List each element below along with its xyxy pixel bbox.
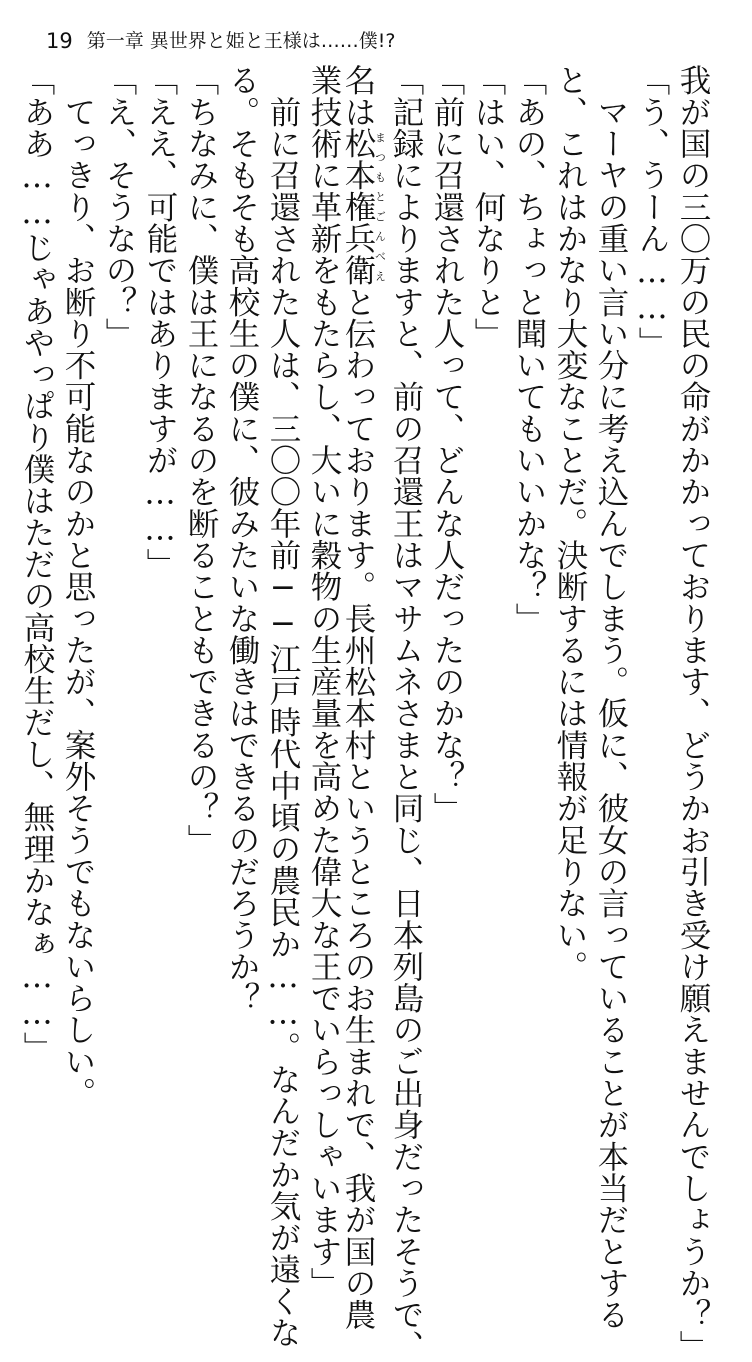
chapter-title: 第一章 異世界と姫と王様は……僕!? xyxy=(86,29,396,52)
text-line: る。そもそも高校生の僕に、彼みたいな働きはできるのだろうか？ xyxy=(224,64,260,1014)
text-line: 「え、そうなの？」 xyxy=(101,64,137,349)
text-line: 「前に召還された人って、どんな人だったのかな？」 xyxy=(429,64,465,824)
text-line: 「記録によりますと、前の召還王はマサムネさまと同じ、日本列島のご出身だったそうで、 xyxy=(388,64,424,1362)
text-line: 「ええ、可能ではありますが……」 xyxy=(142,64,178,580)
page-number: 19 xyxy=(46,28,73,53)
text-line: 「ちなみに、僕は王になるのを断ることもできるの？」 xyxy=(183,64,219,856)
text-line: と、これはかなり大変なことだ。決断するには情報が足りない。 xyxy=(552,64,588,982)
text-line: 名は松本権兵衛まつもとごんべえと伝わっております。長州松本村というところのお生まれで、我が国の農 xyxy=(340,64,387,1331)
text-line: 「う、うーん……」 xyxy=(634,64,670,358)
text-line: 我が国の三〇万の民の命がかかっております、どうかお引き受け願えませんでしょうか？」 xyxy=(675,64,711,1362)
vertical-text-body xyxy=(19,64,714,1362)
page-header xyxy=(46,26,395,56)
furigana-reading: まつもとごんべえ xyxy=(373,127,387,286)
furigana-name: 松本権兵衛まつもとごんべえ xyxy=(340,127,387,286)
text-line: 「あの、ちょっと聞いてもいいかな？」 xyxy=(511,64,547,634)
text-line: 前に召還された人は、三〇〇年前──江戸時代中頃の農民か……。なんだか気が遠くな xyxy=(265,64,301,1348)
text-line: てっきり、お断り不可能なのかと思ったが、案外そうでもないらしい。 xyxy=(60,64,96,1109)
text-line: 業技術に革新をもたらし、大いに穀物の生産量を高めた偉大な王でいらっしゃいます」 xyxy=(306,64,342,1299)
text-line: 「ああ……じゃあやっぱり僕はただの高校生だし、無理かなぁ……」 xyxy=(19,64,55,1064)
text-line: 「はい、何なりと」 xyxy=(470,64,506,349)
text-line: マーヤの重い言い分に考え込んでしまう。仮に、彼女の言っていることが本当だとする xyxy=(593,64,629,1330)
